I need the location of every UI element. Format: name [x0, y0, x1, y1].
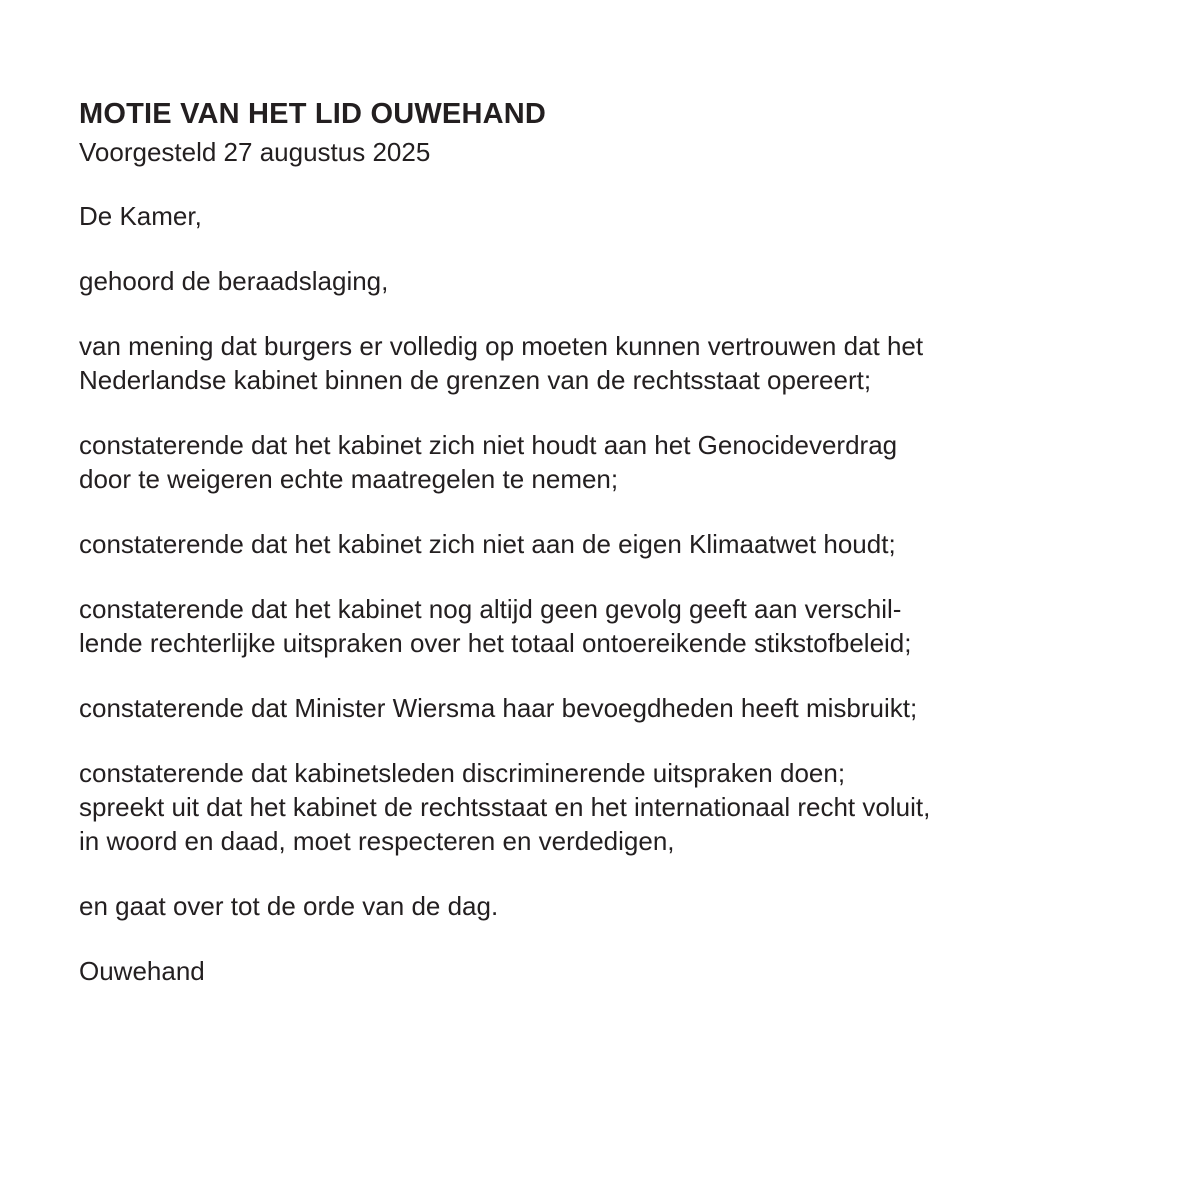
clause-opinion: van mening dat burgers er volledig op moeten kunnen vertrouwen dat het Nederlandse kabinet binnen de grenzen van de rechtsstaat opereert; [79, 331, 924, 395]
clause-discrimination: constaterende dat kabinetsleden discriminerende uitspraken doen; [79, 758, 846, 788]
document-date: Voorgesteld 27 augustus 2025 [79, 137, 431, 167]
clause-climate-law: constaterende dat het kabinet zich niet aan de eigen Klimaatwet houdt; [79, 529, 896, 559]
document-title: MOTIE VAN HET LID OUWEHAND [79, 98, 547, 130]
addressee: De Kamer, [79, 201, 202, 231]
clause-genocide-convention: constaterende dat het kabinet zich niet houdt aan het Genocideverdrag door te weigeren echte maatregelen te nemen; [79, 430, 898, 494]
clause-declaration: spreekt uit dat het kabinet de rechtsstaat en het internationaal recht voluit, in woord en daad, moet respecteren en verdedigen, [79, 792, 931, 856]
closing-line: en gaat over tot de orde van de dag. [79, 891, 499, 921]
motion-document [79, 95, 1179, 1019]
clause-nitrogen-policy: constaterende dat het kabinet nog altijd geen gevolg geeft aan verschil- lende rechterlijke uitspraken over het totaal ontoereikende stikstofbeleid; [79, 594, 912, 658]
clause-heard: gehoord de beraadslaging, [79, 266, 389, 296]
clause-minister-wiersma: constaterende dat Minister Wiersma haar bevoegdheden heeft misbruikt; [79, 693, 918, 723]
signature-name: Ouwehand [79, 956, 205, 986]
